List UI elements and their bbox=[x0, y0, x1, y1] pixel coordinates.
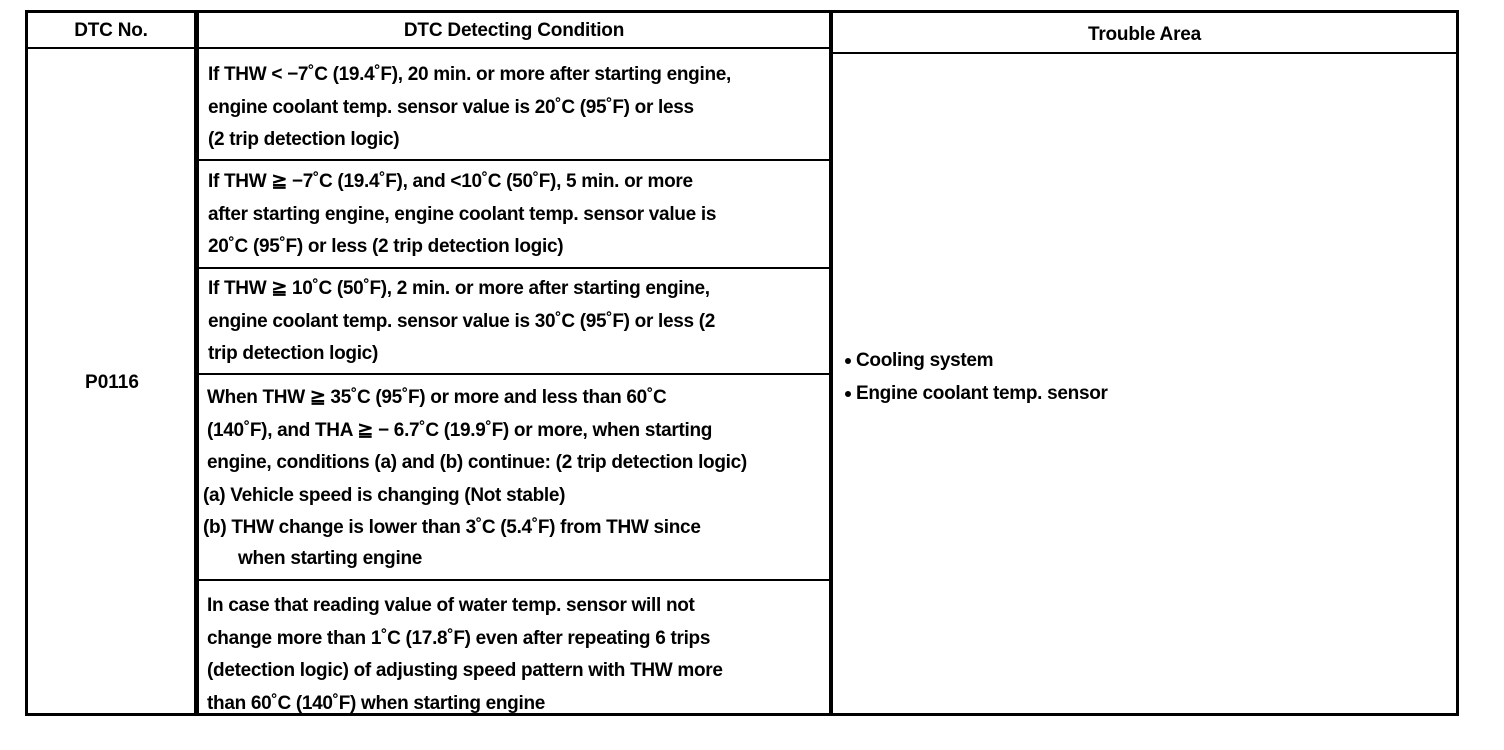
condition-line: engine coolant temp. sensor value is 30˚C (95˚F) or less (2 bbox=[208, 310, 716, 332]
condition-line: than 60˚C (140˚F) when starting engine bbox=[207, 692, 546, 714]
trouble-area-label: Engine coolant temp. sensor bbox=[856, 383, 1108, 404]
condition-line: If THW ≧ 10˚C (50˚F), 2 min. or more after starting engine, bbox=[208, 278, 710, 299]
condition-cell bbox=[199, 377, 829, 573]
trouble-area-cell bbox=[837, 55, 1456, 713]
dtc-code bbox=[28, 53, 196, 713]
condition-line: engine, conditions (a) and (b) continue: (2 trip detection logic) bbox=[207, 452, 747, 473]
condition-line: 20˚C (95˚F) or less (2 trip detection logic) bbox=[208, 236, 564, 257]
row-divider bbox=[199, 579, 829, 581]
condition-line: In case that reading value of water temp. sensor will not bbox=[207, 595, 695, 616]
condition-cell bbox=[199, 163, 829, 264]
condition-line: If THW < −7˚C (19.4˚F), 20 min. or more after starting engine, bbox=[208, 64, 732, 85]
condition-cell bbox=[199, 270, 829, 371]
row-divider bbox=[199, 159, 829, 161]
condition-line: When THW ≧ 35˚C (95˚F) or more and less than 60˚C bbox=[207, 387, 667, 408]
trouble-area-label: Cooling system bbox=[856, 350, 994, 371]
condition-line: (a) Vehicle speed is changing (Not stable) bbox=[203, 484, 566, 506]
dtc-table bbox=[25, 10, 1459, 716]
trouble-area-item bbox=[845, 344, 1456, 377]
header-condition: DTC Detecting Condition bbox=[403, 20, 625, 41]
bullet-icon bbox=[845, 391, 851, 397]
header-trouble-area: Trouble Area bbox=[1087, 24, 1202, 45]
condition-line: engine coolant temp. sensor value is 20˚C (95˚F) or less bbox=[208, 96, 694, 118]
condition-line: change more than 1˚C (17.8˚F) even after repeating 6 trips bbox=[207, 627, 711, 649]
condition-line: (2 trip detection logic) bbox=[208, 129, 400, 150]
condition-line: (b) THW change is lower than 3˚C (5.4˚F) from THW since bbox=[203, 517, 701, 538]
row-divider bbox=[199, 267, 829, 269]
condition-cell bbox=[199, 56, 829, 157]
column-divider bbox=[829, 13, 833, 713]
condition-line: trip detection logic) bbox=[208, 343, 378, 364]
condition-line: when starting engine bbox=[238, 547, 423, 569]
condition-line: after starting engine, engine coolant temp. sensor value is bbox=[208, 203, 717, 225]
bullet-icon bbox=[845, 358, 851, 364]
condition-line: (detection logic) of adjusting speed pattern with THW more bbox=[207, 660, 723, 681]
header-dtc-no: DTC No. bbox=[74, 20, 148, 41]
trouble-area-item bbox=[845, 377, 1456, 410]
condition-cell bbox=[199, 583, 829, 720]
row-divider bbox=[199, 373, 829, 375]
condition-line: If THW ≧ −7˚C (19.4˚F), and <10˚C (50˚F), 5 min. or more bbox=[208, 171, 693, 192]
condition-line: (140˚F), and THA ≧ − 6.7˚C (19.9˚F) or more, when starting bbox=[207, 419, 713, 441]
dtc-code-text: P0116 bbox=[85, 372, 139, 393]
